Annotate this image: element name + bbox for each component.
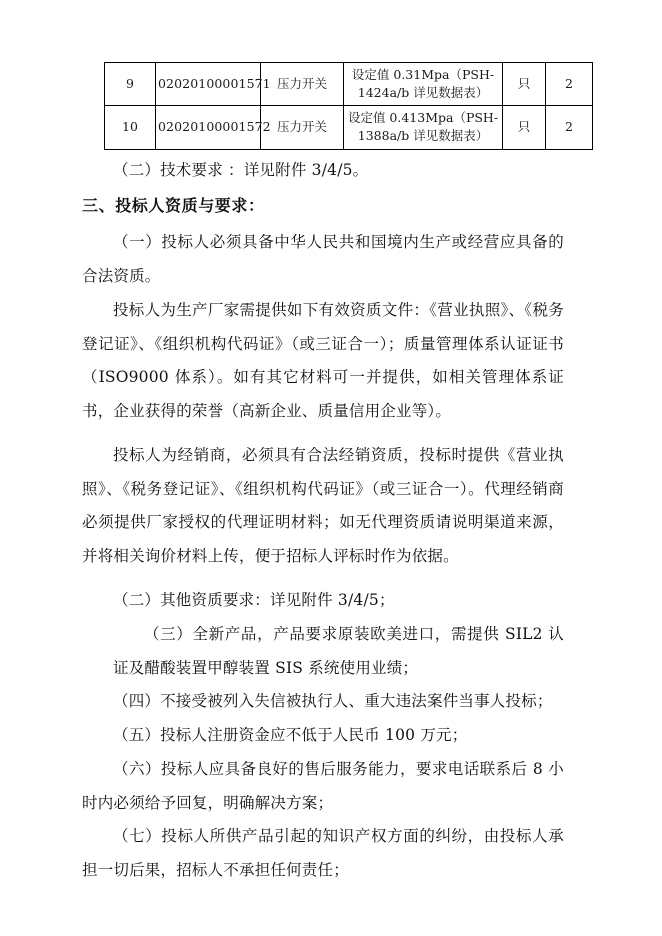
technical-requirement-line: （二）技术要求 ：详见附件 3/4/5。 (113, 160, 369, 179)
table-row (105, 106, 593, 149)
cell-item-unit: 只 (503, 63, 546, 106)
paragraph-manufacturer-documents: 投标人为生产厂家需提供如下有效资质文件：《营业执照》、《税务登记证》、《组织机构代码证》（或三证合一）；质量管理体系认证证书（ISO9000 体系）。如有其它材料可一并提供，如相关管理体系证书，企业获得的荣誉（高新企业、质量信用企业等）。 (82, 300, 564, 421)
cell-item-spec: 设定值 0.413Mpa（PSH-1388a/b 详见数据表） (344, 106, 503, 149)
section-heading-bidder-qualifications: 三、投标人资质与要求： (82, 196, 265, 216)
item-other-qualification: （二）其他资质要求：详见附件 3/4/5； (113, 590, 395, 609)
cell-item-code: 02020100001572 (156, 106, 261, 149)
item-intellectual-property: （七）投标人所供产品引起的知识产权方面的纠纷，由投标人承担一切后果，招标人不承担任何责任； (82, 827, 564, 880)
cell-item-no: 9 (105, 63, 156, 106)
item-new-product-import: （三）全新产品，产品要求原装欧美进口，需提供 SIL2 认证及醋酸装置甲醇装置 SIS 系统使用业绩； (113, 624, 564, 677)
equipment-spec-table (104, 62, 593, 150)
item-no-dishonest-bidder: （四）不接受被列入失信被执行人、重大违法案件当事人投标； (113, 692, 553, 711)
cell-item-code: 02020100001571 (156, 63, 261, 106)
cell-item-qty: 2 (546, 106, 593, 149)
page-content (82, 62, 573, 888)
cell-item-unit: 只 (503, 106, 546, 149)
table-row (105, 63, 593, 106)
cell-item-name: 压力开关 (261, 63, 344, 106)
cell-item-name: 压力开关 (261, 106, 344, 149)
table-body (105, 63, 593, 150)
cell-item-qty: 2 (546, 63, 593, 106)
paragraph-qualification-general: （一）投标人必须具备中华人民共和国境内生产或经营应具备的合法资质。 (82, 233, 564, 285)
item-registered-capital: （五）投标人注册资金应不低于人民币 100 万元； (113, 726, 468, 745)
paragraph-dealer-documents: 投标人为经销商，必须具有合法经销资质，投标时提供《营业执照》、《税务登记证》、《组织机构代码证》（或三证合一）。代理经销商必须提供厂家授权的代理证明材料；如无代理资质请说明渠道来源，并将相关询价材料上传，便于招标人评标时作为依据。 (82, 445, 564, 566)
item-after-sales-service: （六）投标人应具备良好的售后服务能力，要求电话联系后 8 小时内必须给予回复，明确解决方案； (82, 759, 564, 812)
cell-item-no: 10 (105, 106, 156, 149)
cell-item-spec: 设定值 0.31Mpa（PSH-1424a/b 详见数据表） (344, 63, 503, 106)
